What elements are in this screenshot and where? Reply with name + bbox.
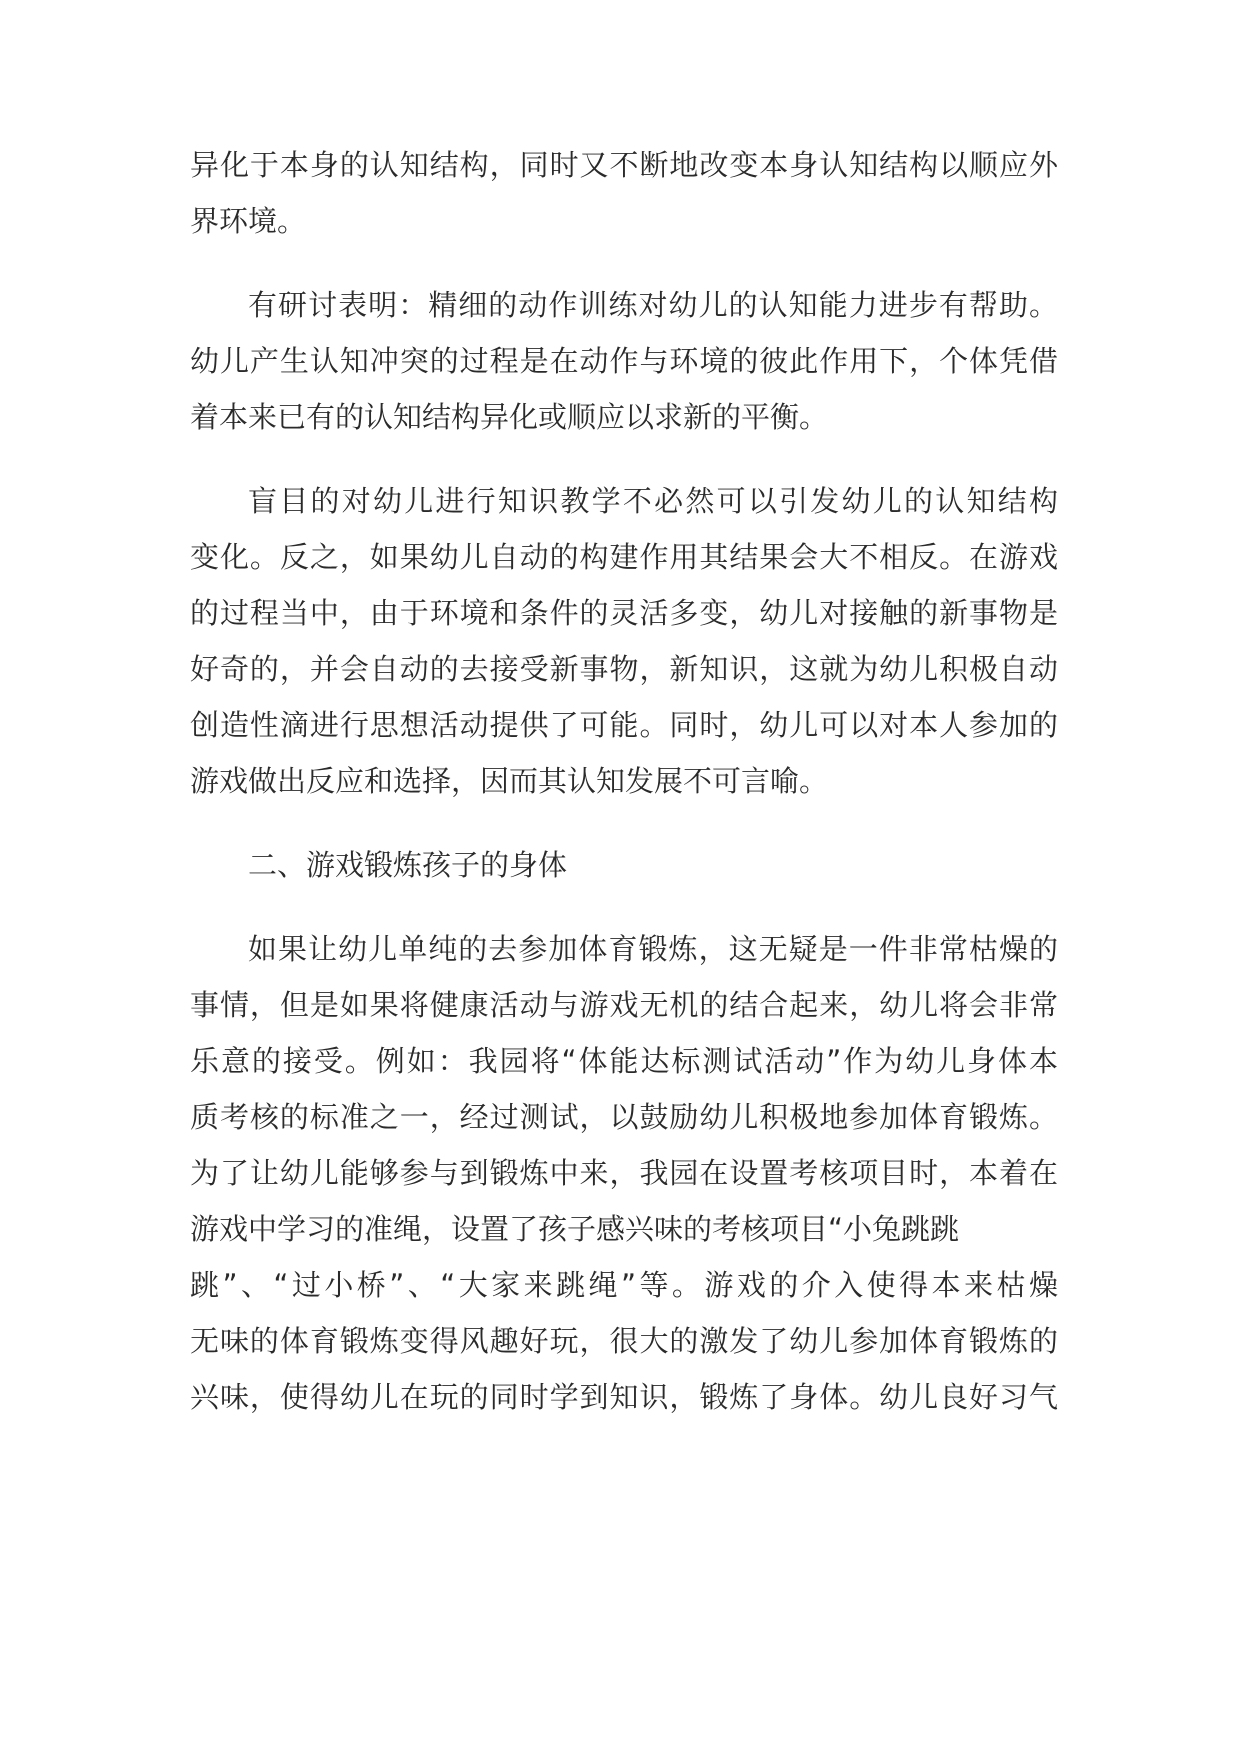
paragraph-line: 变化。反之，如果幼儿自动的构建作用其结果会大不相反。在游戏 [190,540,1058,574]
paragraph-line: 跳”、“过小桥”、“大家来跳绳”等。游戏的介入使得本来枯燥 [190,1268,1058,1302]
paragraph-line: 乐意的接受。例如：我园将“体能达标测试活动”作为幼儿身体本 [190,1044,1058,1078]
section-heading: 二、游戏锻炼孩子的身体 [248,848,568,882]
paragraph-line: 好奇的，并会自动的去接受新事物，新知识，这就为幼儿积极自动 [190,652,1058,686]
paragraph-line: 无味的体育锻炼变得风趣好玩，很大的激发了幼儿参加体育锻炼的 [190,1324,1058,1358]
paragraph-line: 幼儿产生认知冲突的过程是在动作与环境的彼此作用下，个体凭借 [190,344,1058,378]
paragraph-line: 界环境。 [190,204,307,238]
paragraph-line: 质考核的标准之一，经过测试，以鼓励幼儿积极地参加体育锻炼。 [190,1100,1058,1134]
paragraph-line: 为了让幼儿能够参与到锻炼中来，我园在设置考核项目时，本着在 [190,1156,1058,1190]
paragraph-line: 异化于本身的认知结构，同时又不断地改变本身认知结构以顺应外 [190,148,1058,182]
paragraph-line: 如果让幼儿单纯的去参加体育锻炼，这无疑是一件非常枯燥的 [248,932,1058,966]
paragraph-line: 盲目的对幼儿进行知识教学不必然可以引发幼儿的认知结构 [248,484,1058,518]
paragraph-line: 有研讨表明：精细的动作训练对幼儿的认知能力进步有帮助。 [248,288,1058,322]
paragraph-line: 创造性滴进行思想活动提供了可能。同时，幼儿可以对本人参加的 [190,708,1058,742]
paragraph-line: 游戏做出反应和选择，因而其认知发展不可言喻。 [190,764,829,798]
paragraph-line: 着本来已有的认知结构异化或顺应以求新的平衡。 [190,400,829,434]
paragraph-line: 的过程当中，由于环境和条件的灵活多变，幼儿对接触的新事物是 [190,596,1058,630]
paragraph-line: 兴味，使得幼儿在玩的同时学到知识，锻炼了身体。幼儿良好习气 [190,1380,1058,1414]
paragraph-line: 游戏中学习的准绳，设置了孩子感兴味的考核项目“小兔跳跳 [190,1212,960,1246]
paragraph-line: 事情，但是如果将健康活动与游戏无机的结合起来，幼儿将会非常 [190,988,1058,1022]
